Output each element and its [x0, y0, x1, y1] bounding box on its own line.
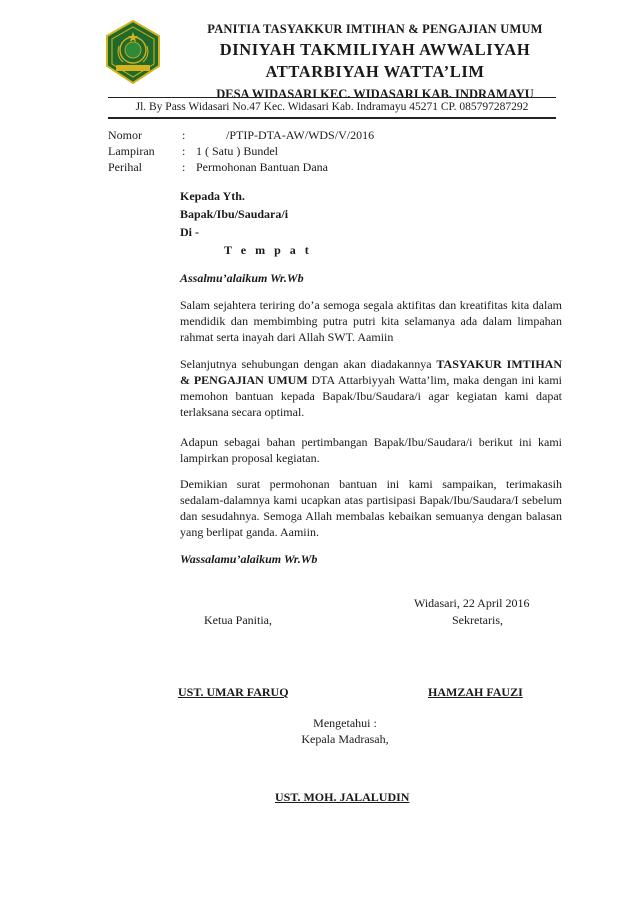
letterhead-divider-top	[108, 97, 556, 98]
paragraph-1-text: Salam sejahtera teriring do’a semoga segala aktifitas dan kreatifitas kita dalam mendidik dan membimbing putra putri kita selamanya ada dalam limpahan rahmat serta inayah dari Allah SWT. Aamiin	[180, 298, 562, 344]
recipient-block	[180, 187, 562, 259]
letterhead	[170, 20, 580, 103]
perihal-label: Perihal	[108, 160, 142, 174]
perihal-value: Permohonan Bantuan Dana	[196, 160, 328, 174]
meta-row-perihal	[108, 159, 374, 175]
paragraph-3	[180, 434, 562, 466]
sekretaris-title: Sekretaris,	[452, 613, 503, 627]
event-name: TASYAKUR IMTIHAN & PENGAJIAN UMUM	[180, 357, 563, 387]
letterhead-school-subname: ATTARBIYAH WATTA’LIM	[265, 62, 485, 81]
paragraph-4	[180, 476, 562, 540]
paragraph-2-lead: Selanjutnya sehubungan dengan akan diadakannya	[180, 357, 437, 371]
place-date: Widasari, 22 April 2016	[414, 596, 530, 610]
lampiran-colon: :	[182, 144, 186, 158]
paragraph-2-rest: DTA Attarbiyyah Watta’lim, maka dengan ini kami memohon bantuan kepada Bapak/Ibu/Saudara/i agar kegiatan kami dapat terlaksana secara optimal.	[180, 373, 563, 419]
paragraph-2-text	[180, 356, 562, 420]
ketua-title: Ketua Panitia,	[204, 613, 272, 627]
paragraph-2	[180, 356, 562, 420]
perihal-colon: :	[182, 160, 186, 174]
paragraph-1	[180, 297, 562, 345]
letterhead-location: DESA WIDASARI KEC. WIDASARI KAB. INDRAMAYU	[216, 87, 534, 101]
mengetahui-label: Mengetahui :	[313, 716, 377, 730]
letterhead-school-name: DINIYAH TAKMILIYAH AWWALIYAH	[219, 40, 531, 59]
recipient-line3: Di -	[180, 225, 199, 239]
lampiran-value: 1 ( Satu ) Bundel	[196, 144, 278, 158]
letter-meta	[108, 127, 374, 175]
recipient-line4: T e m p a t	[224, 243, 312, 257]
meta-row-lampiran	[108, 143, 374, 159]
school-emblem-logo	[104, 20, 162, 84]
recipient-line2: Bapak/Ibu/Saudara/i	[180, 207, 289, 221]
nomor-colon: :	[182, 128, 186, 142]
recipient-line1: Kepada Yth.	[180, 189, 245, 203]
letterhead-committee: PANITIA TASYAKKUR IMTIHAN & PENGAJIAN UMUM	[207, 22, 543, 36]
paragraph-4-text: Demikian surat permohonan bantuan ini kami sampaikan, terimakasih sedalam-dalamnya kami ucapkan atas partisipasi Bapak/Ibu/Saudara/I sebelum dan sesudahnya. Semoga Allah membalas kebaikan semuanya dengan balasan yang berlipat ganda. Aamiin.	[180, 477, 562, 539]
nomor-value: /PTIP-DTA-AW/WDS/V/2016	[226, 128, 375, 142]
greeting: Assalmu’alaikum Wr.Wb	[180, 271, 304, 285]
letterhead-address: Jl. By Pass Widasari No.47 Kec. Widasari Kab. Indramayu 45271 CP. 085797287292	[135, 101, 529, 113]
lampiran-label: Lampiran	[108, 144, 155, 158]
letterhead-divider-bottom	[108, 117, 556, 119]
nomor-label: Nomor	[108, 128, 142, 142]
kepala-title: Kepala Madrasah,	[301, 732, 389, 746]
kepala-name: UST. MOH. JALALUDIN	[275, 790, 410, 804]
ketua-name: UST. UMAR FARUQ	[178, 685, 289, 699]
closing: Wassalamu’alaikum Wr.Wb	[180, 552, 318, 566]
meta-row-nomor	[108, 127, 374, 143]
paragraph-3-text: Adapun sebagai bahan pertimbangan Bapak/Ibu/Saudara/i berikut ini kami lampirkan proposal kegiatan.	[180, 435, 562, 465]
sekretaris-name: HAMZAH FAUZI	[428, 685, 523, 699]
